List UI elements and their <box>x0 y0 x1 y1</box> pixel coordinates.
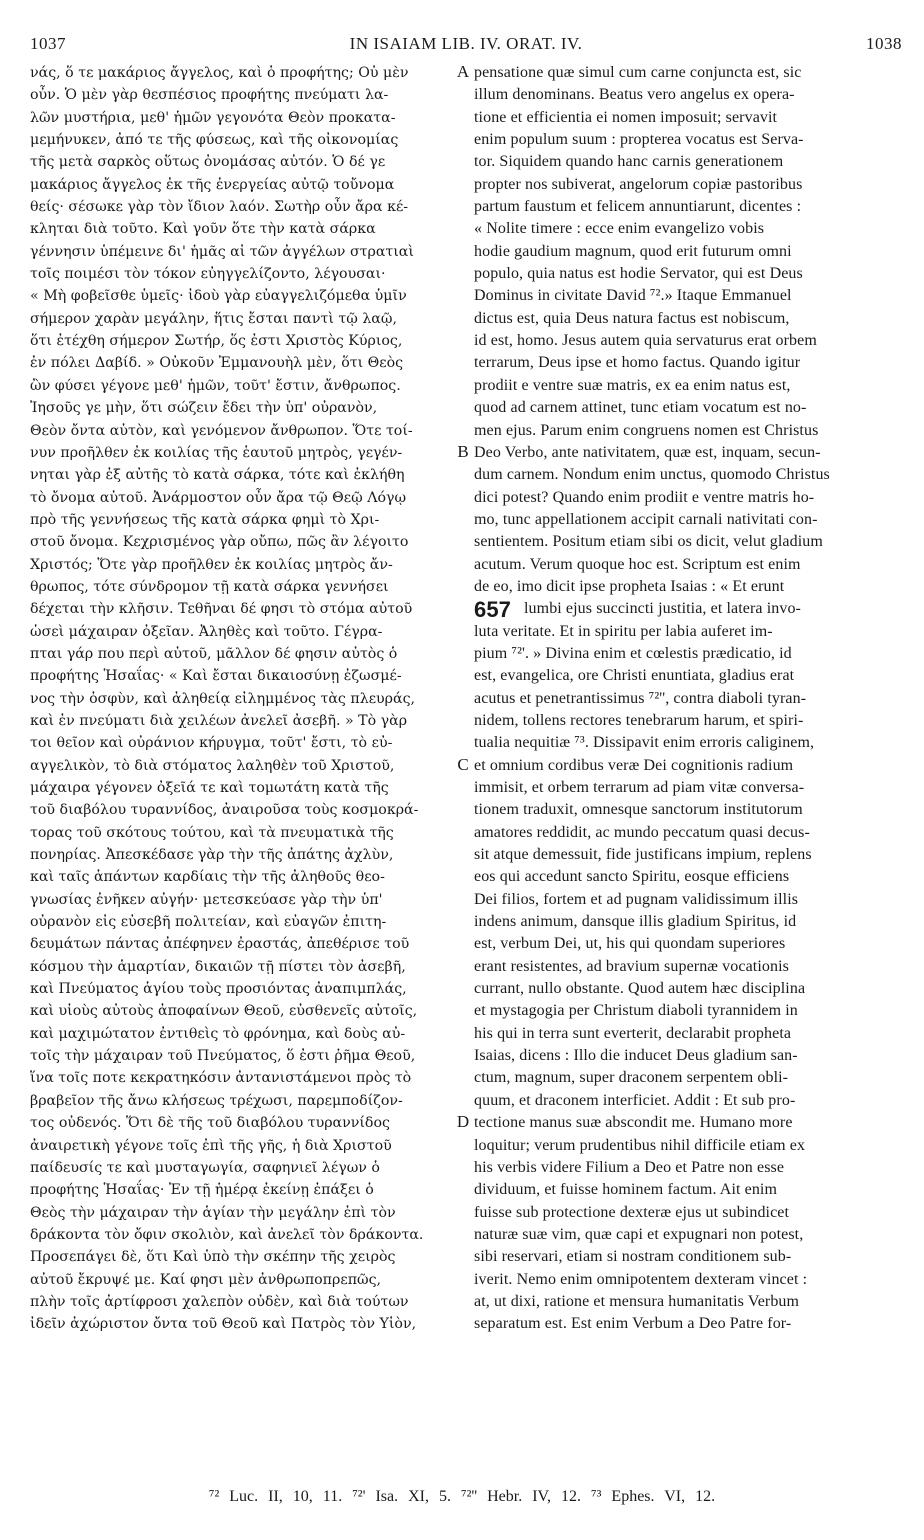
latin-column <box>474 62 902 1336</box>
latin-text-line: sentientem. Positum etiam sibi os dicit, velut gladium <box>474 533 823 551</box>
greek-text-line: αὐτοῦ ἔκρυψέ με. Καί φησι μὲν ἀνθρωποπρεπῶς, <box>30 1271 382 1288</box>
latin-text-line: acutus et penetrantissimus ⁷²'', contra diaboli tyran- <box>474 689 807 707</box>
greek-text-line: ὡσεὶ μάχαιραν ὀξεῖαν. Ἀληθὲς καὶ τοῦτο. Γέγρα- <box>30 623 383 640</box>
greek-text-line: παίδευσίς τε καὶ μυσταγωγία, σαφηνιεῖ λέγων ὁ <box>30 1159 380 1176</box>
greek-text-line: πρὸ τῆς γεννήσεως τῆς κατὰ σάρκα φημὶ τὸ Χρι- <box>30 511 380 528</box>
greek-text-line: προφήτης Ἡσαΐας· Ἐν τῇ ἡμέρᾳ ἐκείνῃ ἐπάξει ὁ <box>30 1182 374 1199</box>
latin-text-line: immisit, et orbem terrarum ad piam vitæ conversa- <box>474 779 805 796</box>
greek-text-line: Προσεπάγει δὲ, ὅτι Καὶ ὑπὸ τὴν σκέπην τῆς χειρὸς <box>30 1249 396 1266</box>
latin-text-line: dum carnem. Nondum enim unctus, quomodo Christus <box>474 466 830 484</box>
greek-text-line: τοῦ διαβόλου τυραννίδος, ἀναιροῦσα τοὺς κοσμοκρά- <box>30 802 419 819</box>
greek-text-line: θρωπος, τότε σύνδρομον τῇ κατὰ σάρκα γεννήσει <box>30 578 389 595</box>
latin-text-line: acutum. Verum quoque hoc est. Scriptum est enim <box>474 555 801 573</box>
greek-text-line: γνωσίας ἐνῆκεν αὐγήν· μετεσκεύασε γὰρ τὴν ὑπ' <box>30 891 383 908</box>
latin-text-line: eos qui accedunt sancto Spiritu, eosque efficiens <box>474 868 790 886</box>
latin-text-line: erant resistentes, ad bravium supernæ vocationis <box>474 957 789 975</box>
greek-text-line: ἀναιρετικὴ γέγονε τοῖς ἐπὶ τῆς γῆς, ἡ διὰ Χριστοῦ <box>30 1137 392 1154</box>
greek-text-line: μάχαιρα γέγονεν ὀξεῖά τε καὶ τομωτάτη κατὰ τῆς <box>30 780 389 796</box>
greek-text-line: δευμάτων πάντας ἀπέφηνεν ἐραστάς, ἀπεθέρισε τοῦ <box>30 936 410 953</box>
greek-text-line: Θεὸς τὴν μάχαιραν τὴν ἁγίαν τὴν μεγάλην ἐπὶ τὸν <box>30 1204 396 1221</box>
greek-text-line: καὶ ἐν πνεύματι διὰ χειλέων ἀνελεῖ ἀσεβῆ. » Τὸ γὰρ <box>30 712 408 729</box>
latin-text-line: terrarum, Deus ipse et homo factus. Quando igitur <box>474 354 801 372</box>
page-number-right: 1038 <box>866 34 902 53</box>
section-marker-a: A <box>456 62 470 81</box>
latin-text-line: naturæ suæ vim, quæ capi et expugnari non potest, <box>474 1225 804 1243</box>
greek-text-line: καὶ ταῖς ἁπάντων καρδίαις τὴν τῆς ἀληθοῦς θεο- <box>30 869 385 886</box>
latin-text-line: nidem, tollens rectores tenebrarum harum, et spiri- <box>474 711 804 729</box>
greek-text-line: τοῖς ποιμέσι τὸν τόκον εὐηγγελίζοντο, λέγουσαι· <box>30 266 386 283</box>
column-number: 657 <box>474 597 512 623</box>
latin-text-line: Dei filios, fortem et ad pugnam validissimum illis <box>474 890 799 908</box>
latin-text-line: partum faustum et felicem annuntiarunt, dicentes : <box>474 198 802 216</box>
greek-text-line: ἐν πόλει Δαβίδ. » Οὐκοῦν Ἐμμανουὴλ μὲν, ὅτι Θεὸς <box>30 355 404 372</box>
latin-text-line: id est, homo. Jesus autem quia servaturus erat orbem <box>474 332 817 350</box>
greek-text-line: καὶ υἱοὺς αὐτοὺς ἀποφαίνων Θεοῦ, εὐσθενεῖς αὐτοῖς, <box>30 1003 418 1020</box>
greek-text-line: πονηρίας. Ἀπεσκέδασε γὰρ τὴν τῆς ἀπάτης ἀχλὺν, <box>30 847 394 864</box>
latin-text-line: mo, tunc appellationem accipit carnali nativitati con- <box>474 510 818 528</box>
greek-text-line: γέννησιν ὑπέμεινε δι' ἡμᾶς αἱ τῶν ἀγγέλων στρατιαὶ <box>30 243 414 260</box>
latin-text-line: lumbi ejus succincti justitia, et latera invo- <box>524 600 801 618</box>
latin-text-line: et omnium cordibus veræ Dei cognitionis radium <box>474 756 794 774</box>
greek-text-line: δράκοντα τὸν ὄφιν σκολιὸν, καὶ ἀνελεῖ τὸν δράκοντα. <box>30 1226 424 1243</box>
section-marker-d: D <box>456 1112 470 1131</box>
greek-text-line: κληται διὰ τοῦτο. Καὶ γοῦν ὅτε τὴν κατὰ σάρκα <box>30 221 376 238</box>
latin-text-line: tectione manus suæ abscondit me. Humano more <box>474 1114 793 1132</box>
greek-text-line: πται γάρ που περὶ αὐτοῦ, μᾶλλον δέ φησιν αὐτὸς ὁ <box>30 645 398 662</box>
section-marker-b: B <box>457 442 469 461</box>
latin-text-line: propter nos subiverat, angelorum copiæ pastoribus <box>474 175 803 193</box>
greek-text-line: στοῦ ὄνομα. Κεχρισμένος γὰρ οὔπω, πῶς ἂν λέγοιτο <box>30 534 409 551</box>
greek-text-line: Θεὸν ὄντα αὐτὸν, καὶ γενόμενον ἄνθρωπον. Ὅτε τοί- <box>30 422 413 439</box>
latin-text-line: dictus est, quia Deus natura factus est nobiscum, <box>474 309 790 327</box>
greek-text-line: τος οὐδενός. Ὅτι δὲ τῆς τοῦ διαβόλου τυραννίδος <box>30 1115 390 1132</box>
latin-text-line: tor. Siquidem quando hanc carnis generationem <box>474 153 784 171</box>
page-header <box>30 34 902 58</box>
greek-text-line: Ἰησοῦς γε μὴν, ὅτι σώζειν ἔδει τὴν ὑπ' οὐρανὸν, <box>30 400 378 417</box>
latin-text-line: pensatione quæ simul cum carne conjuncta est, sic <box>474 64 802 81</box>
latin-text-line: et mystagogia per Christum diaboli tyrannidem in <box>474 1002 798 1020</box>
latin-text-line: quod ad carnem attinet, tunc etiam vocatum est no- <box>474 399 807 417</box>
latin-text-line: dici potest? Quando enim prodiit e ventre matris ho- <box>474 488 815 506</box>
greek-text-line: ἵνα τοῖς ποτε κεκρατηκόσιν ἀντανιστάμενοι πρὸς τὸ <box>30 1070 412 1087</box>
section-marker-c: C <box>457 755 469 774</box>
latin-text-line: tionem traduxit, omnesque sanctorum institutorum <box>474 801 803 819</box>
latin-text-line: loquitur; verum prudentibus nihil difficile etiam ex <box>474 1136 806 1154</box>
latin-text-line: amatores reddidit, ac mundo peccatum quasi decus- <box>474 823 810 841</box>
greek-text-line: θείς· σέσωκε γὰρ τὸν ἴδιον λαόν. Σωτὴρ οὖν ἄρα κέ- <box>30 199 409 216</box>
latin-text-line: his verbis videre Filium a Deo et Patre non esse <box>474 1158 785 1176</box>
latin-text-line: ctum, magnum, super draconem serpentem obli- <box>474 1069 789 1087</box>
greek-text-line: « Μὴ φοβεῖσθε ὑμεῖς· ἰδοὺ γὰρ εὐαγγελιζόμεθα ὑμῖν <box>30 288 407 305</box>
latin-text-line: indens animum, dansque illis gladium Spiritus, id <box>474 913 797 931</box>
footnotes: ⁷² Luc. II, 10, 11. ⁷²' Isa. XI, 5. ⁷²'' Hebr. IV, 12. ⁷³ Ephes. VI, 12. <box>208 1488 716 1505</box>
greek-text-line: ὅτι ἐτέχθη σήμερον Σωτήρ, ὅς ἐστι Χριστὸς Κύριος, <box>30 333 403 350</box>
latin-text-line: Deo Verbo, ante nativitatem, quæ est, inquam, secun- <box>474 443 821 461</box>
greek-text-line: νος τὴν ὀσφὺν, καὶ ἀληθείᾳ εἰλημμένος τὰς πλευράς, <box>30 690 416 707</box>
latin-text-line: dividuum, et fuisse hominem factum. Ait enim <box>474 1181 778 1199</box>
greek-text-line: πλὴν τοῖς ἀρτίφροσι χαλεπὸν οὐδὲν, καὶ διὰ τούτων <box>30 1293 409 1310</box>
greek-text-line: τοι θεῖον καὶ οὐράνιον κήρυγμα, τοῦτ' ἔστι, τὸ εὐ- <box>30 735 393 752</box>
greek-text-line: σήμερον χαρὰν μεγάλην, ἥτις ἔσται παντὶ τῷ λαῷ, <box>30 310 397 327</box>
latin-text-line: de eo, imo dicit ipse propheta Isaias : « Et erunt <box>474 577 785 595</box>
latin-text-line: iverit. Nemo enim omnipotentem dexteram vincet : <box>474 1270 808 1288</box>
greek-column <box>30 62 458 1336</box>
latin-text-line: quum, et draconem interficiet. Addit : Et sub pro- <box>474 1091 796 1109</box>
greek-text-line: οὖν. Ὁ μὲν γὰρ θεσπέσιος προφήτης πνεύματι λα- <box>30 87 389 104</box>
page-number-left: 1037 <box>30 34 66 53</box>
greek-text-line: προφήτης Ἡσαΐας· « Καὶ ἔσται δικαιοσύνῃ ἐζωσμέ- <box>30 668 402 685</box>
greek-text-line: τοῖς τὴν μάχαιραν τοῦ Πνεύματος, ὅ ἐστι ῥῆμα Θεοῦ, <box>30 1048 416 1065</box>
latin-text-line: pium ⁷²'. » Divina enim et cœlestis prædicatio, id <box>474 644 792 662</box>
greek-text-line: ὢν φύσει γέγονε μεθ' ἡμῶν, τοῦτ' ἔστιν, ἄνθρωπος. <box>30 377 401 394</box>
latin-text-line: fuisse sub protectione dexteræ ejus ut subindicet <box>474 1203 790 1221</box>
greek-text-line: καὶ μαχιμώτατον ἐντιθεὶς τὸ φρόνημα, καὶ δοὺς αὐ- <box>30 1025 406 1042</box>
latin-text-line: populo, quia natus est hodie Servator, qui est Deus <box>474 265 803 283</box>
latin-text-line: prodiit e ventre suæ matris, ex ea enim natus est, <box>474 376 791 394</box>
latin-text-line: sit atque demessuit, fide justificans impium, replens <box>474 846 812 864</box>
latin-text-line: Isaias, dicens : Illo die inducet Deus gladium san- <box>474 1047 798 1065</box>
latin-text-line: enim populum suum : propterea vocatus est Serva- <box>474 131 804 149</box>
greek-text-line: τῆς μετὰ σαρκὸς οὕτως ὀνομάσας αὐτόν. Ὁ δέ γε <box>30 154 386 171</box>
greek-text-line: λῶν μυστήρια, μεθ' ἡμῶν γεγονότα Θεὸν προκατα- <box>30 109 396 126</box>
latin-text-line: luta veritate. Et in spiritu per labia auferet im- <box>474 622 773 640</box>
greek-text-line: δέχεται τὴν κλῆσιν. Τεθῆναι δέ φησι τὸ στόμα αὐτοῦ <box>30 601 413 618</box>
greek-text-line: τορας τοῦ σκότους τούτου, καὶ τὰ πνευματικὰ τῆς <box>30 824 394 841</box>
latin-text-line: at, ut dixi, ratione et mensura humanitatis Verbum <box>474 1292 800 1310</box>
greek-text-line: κόσμου τὴν ἁμαρτίαν, δικαιῶν τῇ πίστει τὸν ἀσεβῆ, <box>30 958 406 975</box>
greek-text-line: Χριστός; Ὅτε γὰρ προῆλθεν ἐκ κοιλίας μητρὸς ἄν- <box>30 556 393 573</box>
latin-text-line: hodie gaudium magnum, quod erit futurum omni <box>474 242 792 260</box>
running-head: IN ISAIAM LIB. IV. ORAT. IV. <box>349 34 583 53</box>
latin-text-line: est, evangelica, ore Christi enuntiata, gladius erat <box>474 667 795 685</box>
greek-text-line: καὶ Πνεύματος ἁγίου τοὺς προσιόντας ἀναπιμπλάς, <box>30 981 407 998</box>
greek-text-line: τὸ ὄνομα αὐτοῦ. Ἀνάρμοστον οὖν ἄρα τῷ Θεῷ Λόγῳ <box>30 489 407 506</box>
greek-text-line: νυν προῆλθεν ἐκ κοιλίας τῆς ἑαυτοῦ μητρὸς, γεγέν- <box>30 444 403 461</box>
latin-text-line: « Nolite timere : ecce enim evangelizo vobis <box>474 220 765 238</box>
greek-text-line: ἰδεῖν ἀχώριστον ὄντα τοῦ Θεοῦ καὶ Πατρὸς τὸν Υἱὸν, <box>30 1316 417 1333</box>
latin-text-line: Dominus in civitate David ⁷².» Itaque Emmanuel <box>474 287 792 305</box>
greek-text-line: αγγελικὸν, τὸ διὰ στόματος λαληθὲν τοῦ Χριστοῦ, <box>30 757 395 774</box>
greek-text-line: μεμήνυκεν, ἀπό τε τῆς φύσεως, καὶ τῆς οἰκονομίας <box>30 132 399 149</box>
greek-text-line: βραβεῖον τῆς ἄνω κλήσεως τρέχωσι, παρεμποδίζον- <box>30 1092 403 1109</box>
latin-text-line: separatum est. Est enim Verbum a Deo Patre for- <box>474 1315 792 1333</box>
latin-text-line: tualia nequitiæ ⁷³. Dissipavit enim erroris caliginem, <box>474 734 815 752</box>
latin-text-line: currant, nullo obstante. Quod autem hæc disciplina <box>474 980 806 998</box>
latin-text-line: illum denominans. Beatus vero angelus ex opera- <box>474 86 795 104</box>
latin-text-line: tione et efficientia ei nomen imposuit; servavit <box>474 108 778 126</box>
greek-text-line: νάς, ὅ τε μακάριος ἄγγελος, καὶ ὁ προφήτης; Οὐ μὲν <box>30 65 409 81</box>
greek-text-line: μακάριος ἄγγελος ἐκ τῆς ἐνεργείας αὐτῷ τοὔνομα <box>30 176 395 193</box>
greek-text-line: οὐρανὸν εἰς εὐσεβῆ πολιτείαν, καὶ εὐαγῶν ἐπιτη- <box>30 914 387 931</box>
greek-text-line: νηται γὰρ ἐξ αὐτῆς τὸ κατὰ σάρκα, τότε καὶ ἐκλήθη <box>30 467 405 484</box>
latin-text-line: men ejus. Parum enim congruens nomen est Christus <box>474 421 819 439</box>
latin-text-line: sibi reservari, etiam si nostram conditionem sub- <box>474 1248 792 1266</box>
latin-text-line: his qui in terra sunt everterit, declarabit propheta <box>474 1024 792 1042</box>
latin-text-line: est, verbum Dei, ut, his qui quondam superiores <box>474 935 786 953</box>
